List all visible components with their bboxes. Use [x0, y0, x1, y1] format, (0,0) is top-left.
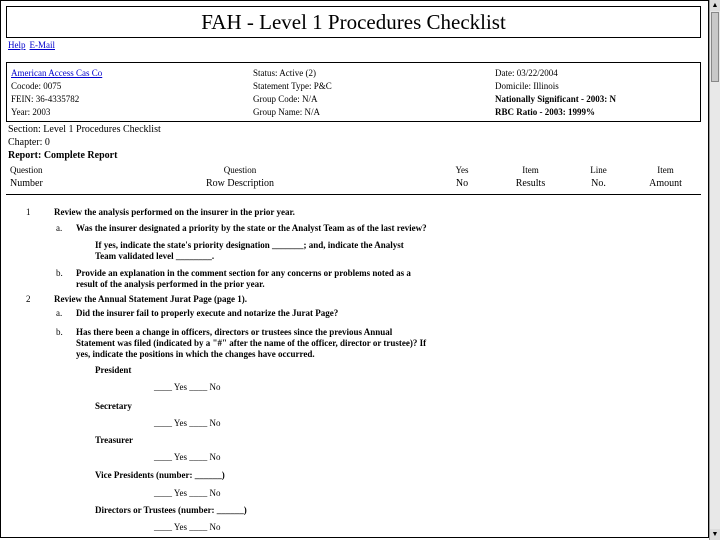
role-president: President	[95, 365, 132, 375]
company-name-link[interactable]: American Access Cas Co	[11, 68, 103, 78]
chapter-label: Chapter: 0	[8, 137, 50, 148]
question-2-text: Review the Annual Statement Jurat Page (page 1).	[54, 294, 247, 304]
group-code: Group Code: N/A	[253, 94, 318, 104]
nationally-significant: Nationally Significant - 2003: N	[495, 94, 617, 104]
report-label: Report: Complete Report	[8, 150, 118, 161]
report-section-info	[8, 123, 161, 162]
email-link[interactable]: E-Mail	[29, 40, 55, 50]
question-1a-subtext-2: Team validated level ________.	[95, 251, 215, 261]
question-1-text: Review the analysis performed on the insurer in the prior year.	[54, 207, 295, 217]
year: Year: 2003	[11, 107, 51, 117]
question-2b-text-2: Statement was filed (indicated by a "#" after the name of the officer, director or trustee)? If	[76, 338, 427, 348]
scroll-down-arrow-icon[interactable]: ▼	[711, 530, 719, 538]
header-item-results: Item Results	[515, 165, 546, 189]
question-1b-text-2: result of the analysis performed in the prior year.	[76, 279, 265, 289]
question-2b-letter: b.	[56, 327, 63, 337]
question-2a-letter: a.	[56, 308, 63, 318]
status: Status: Active (2)	[253, 68, 316, 78]
header-question-description: Question Row Description	[205, 165, 275, 189]
header-rule	[6, 194, 701, 195]
question-1a-letter: a.	[56, 223, 63, 233]
role-directors-trustees: Directors or Trustees (number: ______)	[95, 505, 247, 515]
question-2a-text: Did the insurer fail to properly execute and notarize the Jurat Page?	[76, 308, 339, 318]
vice-presidents-yes-no: ____ Yes ____ No	[154, 488, 221, 498]
help-link[interactable]: Help	[8, 40, 26, 50]
header-line-no: Line No.	[590, 165, 607, 189]
scroll-up-arrow-icon[interactable]: ▲	[711, 1, 719, 9]
top-links	[8, 40, 59, 50]
header-question-number: Question Number	[10, 165, 43, 189]
statement-type: Statement Type: P&C	[253, 81, 332, 91]
treasurer-yes-no: ____ Yes ____ No	[154, 452, 221, 462]
section-label: Section: Level 1 Procedures Checklist	[8, 124, 161, 135]
question-2b-text-3: yes, indicate the positions in which the changes have occurred.	[76, 349, 315, 359]
question-1b-letter: b.	[56, 268, 63, 278]
rbc-ratio: RBC Ratio - 2003: 1999%	[495, 107, 595, 117]
secretary-yes-no: ____ Yes ____ No	[154, 418, 221, 428]
company-info-box	[6, 62, 701, 122]
question-1-number: 1	[26, 207, 31, 217]
domicile: Domicile: Illinois	[495, 81, 559, 91]
cocode: Cocode: 0075	[11, 81, 62, 91]
role-treasurer: Treasurer	[95, 435, 133, 445]
header-item-amount: Item Amount	[649, 165, 682, 189]
group-name: Group Name: N/A	[253, 107, 320, 117]
role-vice-presidents: Vice Presidents (number: ______)	[95, 470, 225, 480]
role-secretary: Secretary	[95, 401, 132, 411]
question-1a-text: Was the insurer designated a priority by the state or the Analyst Team as of the last review?	[76, 223, 427, 233]
question-1a-subtext-1: If yes, indicate the state's priority designation _______; and, indicate the Analyst	[95, 240, 404, 250]
page-title: FAH - Level 1 Procedures Checklist	[6, 6, 701, 38]
fein: FEIN: 36-4335782	[11, 94, 80, 104]
question-1b-text-1: Provide an explanation in the comment section for any concerns or problems noted as a	[76, 268, 411, 278]
scroll-thumb[interactable]	[711, 12, 719, 82]
president-yes-no: ____ Yes ____ No	[154, 382, 221, 392]
question-2b-text-1: Has there been a change in officers, directors or trustees since the previous Annual	[76, 327, 393, 337]
directors-yes-no: ____ Yes ____ No	[154, 522, 221, 532]
header-yes-no: Yes No	[455, 165, 469, 189]
question-2-number: 2	[26, 294, 31, 304]
date: Date: 03/22/2004	[495, 68, 558, 78]
vertical-scrollbar[interactable]	[709, 0, 720, 540]
